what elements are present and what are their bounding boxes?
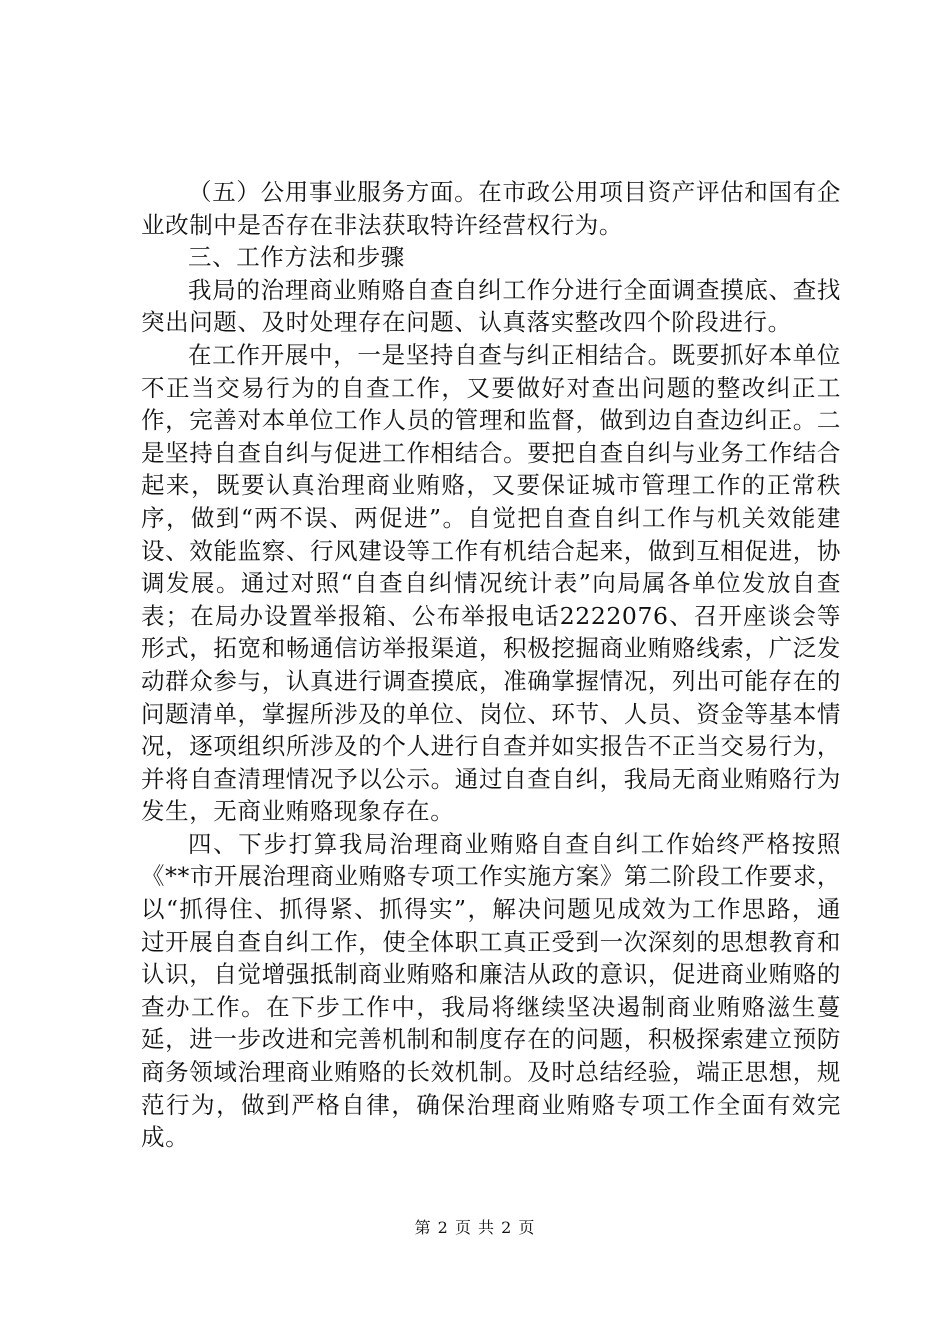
- paragraph-next-steps: 四、下步打算我局治理商业贿赂自查自纠工作始终严格按照《**市开展治理商业贿赂专项工作实施方案》第二阶段工作要求，以“抓得住、抓得紧、抓得实”，解决问题见成效为工作思路，通过开展自查自纠工作，使全体职工真正受到一次深刻的思想教育和认识，自觉增强抵制商业贿赂和廉洁从政的意识，促进商业贿赂的查办工作。在下步工作中，我局将继续坚决遏制商业贿赂滋生蔓延，进一步改进和完善机制和制度存在的问题，积极探索建立预防商务领域治理商业贿赂的长效机制。及时总结经验，端正思想，规范行为，做到严格自律，确保治理商业贿赂专项工作全面有效完成。: [141, 829, 841, 1152]
- page-number-footer: 第 2 页 共 2 页: [414, 1218, 536, 1237]
- section-heading-methods: 三、工作方法和步骤: [188, 243, 405, 272]
- paragraph-public-utilities: （五）公用事业服务方面。在市政公用项目资产评估和国有企业改制中是否存在非法获取特许经营权行为。: [141, 178, 841, 239]
- document-body: [141, 176, 841, 1154]
- paragraph-stages: 我局的治理商业贿赂自查自纠工作分进行全面调查摸底、查找突出问题、及时处理存在问题、认真落实整改四个阶段进行。: [141, 275, 841, 337]
- paragraph-work-process: 在工作开展中，一是坚持自查与纠正相结合。既要抓好本单位不正当交易行为的自查工作，又要做好对查出问题的整改纠正工作，完善对本单位工作人员的管理和监督，做到边自查边纠正。二是坚持自查自纠与促进工作相结合。要把自查自纠与业务工作结合起来，既要认真治理商业贿赂，又要保证城市管理工作的正常秩序，做到“两不误、两促进”。自觉把自查自纠工作与机关效能建设、效能监察、行风建设等工作有机结合起来，做到互相促进，协调发展。通过对照“自查自纠情况统计表”向局属各单位发放自查表；在局办设置举报箱、公布举报电话2222076、召开座谈会等形式，拓宽和畅通信访举报渠道，积极挖掘商业贿赂线索，广泛发动群众参与，认真进行调查摸底，准确掌握情况，列出可能存在的问题清单，掌握所涉及的单位、岗位、环节、人员、资金等基本情况，逐项组织所涉及的个人进行自查并如实报告不正当交易行为，并将自查清理情况予以公示。通过自查自纠，我局无商业贿赂行为发生，无商业贿赂现象存在。: [141, 340, 841, 826]
